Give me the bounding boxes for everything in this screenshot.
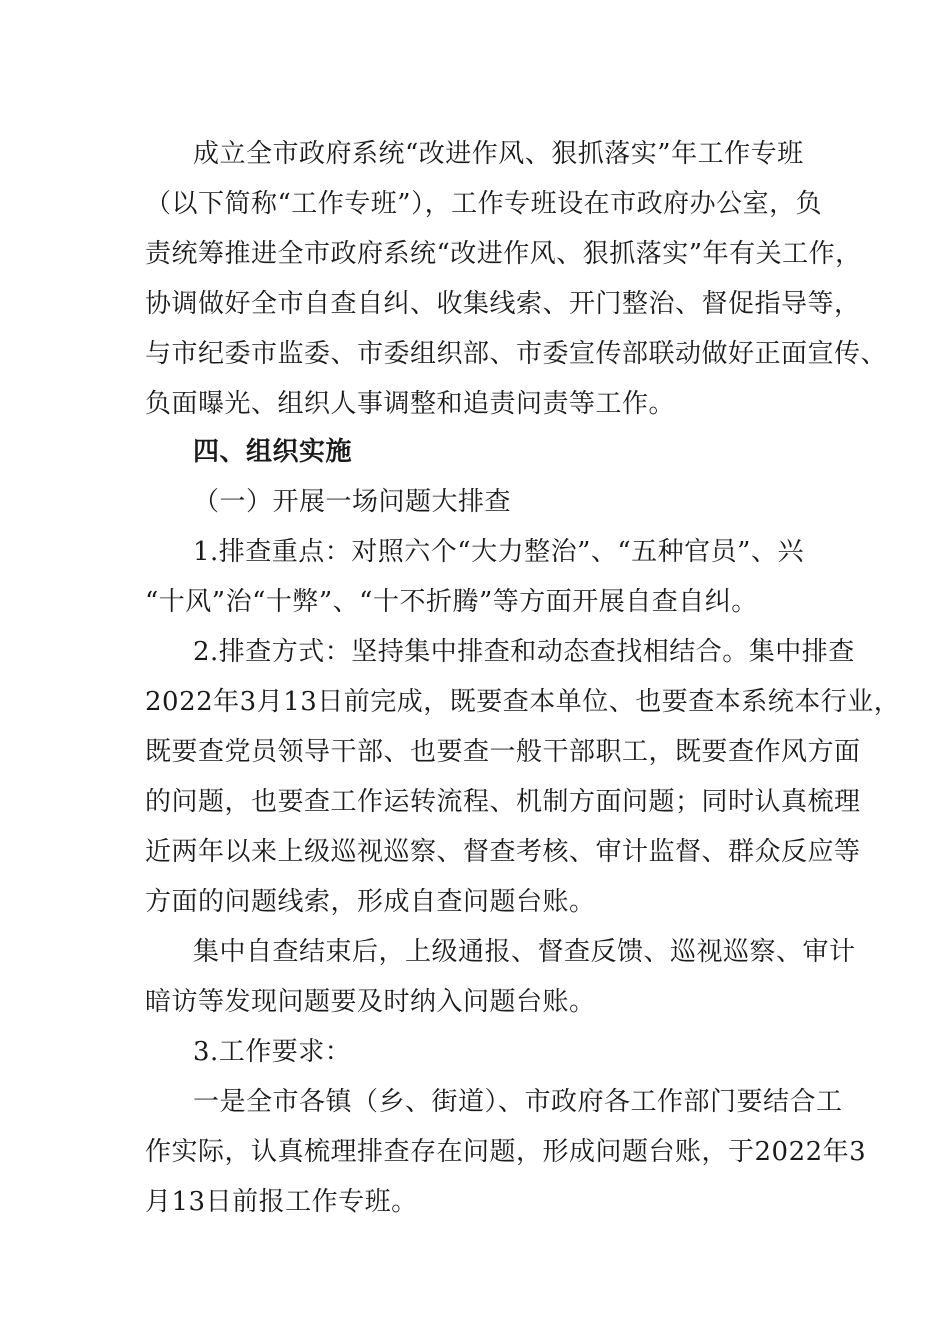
text-line: 2022年3月13日前完成，既要查本单位、也要查本系统本行业， (145, 687, 901, 717)
text-line: 成立全市政府系统“改进作风、狠抓落实”年工作专班 (193, 139, 804, 169)
text-line: 近两年以来上级巡视巡察、督查考核、审计监督、群众反应等 (145, 837, 861, 867)
text-line: 协调做好全市自查自纠、收集线索、开门整治、督促指导等， (145, 289, 861, 319)
text-line: 责统筹推进全市政府系统“改进作风、狠抓落实”年有关工作， (145, 239, 862, 269)
text-line: 3.工作要求： (193, 1037, 352, 1067)
text-line: 2.排查方式：坚持集中排查和动态查找相结合。集中排查 (193, 637, 855, 667)
text-line: 方面的问题线索，形成自查问题台账。 (145, 887, 596, 917)
text-line: （以下简称“工作专班”），工作专班设在市政府办公室，负 (145, 189, 823, 219)
text-line: “十风”治“十弊”、“十不折腾”等方面开展自查自纠。 (145, 587, 758, 617)
text-line: 1.排查重点：对照六个“大力整治”、“五种官员”、兴 (193, 537, 804, 567)
text-line: 月13日前报工作专班。 (145, 1187, 418, 1217)
text-line: 一是全市各镇（乡、街道）、市政府各工作部门要结合工 (193, 1087, 843, 1117)
text-line: 作实际，认真梳理排查存在问题，形成问题台账，于2022年3 (145, 1137, 867, 1167)
text-line: （一）开展一场问题大排查 (193, 487, 512, 517)
text-line: 既要查党员领导干部、也要查一般干部职工，既要查作风方面 (145, 737, 861, 767)
text-line: 暗访等发现问题要及时纳入问题台账。 (145, 987, 596, 1017)
section-heading: 四、组织实施 (193, 437, 353, 467)
text-line: 与市纪委市监委、市委组织部、市委宣传部联动做好正面宣传、 (145, 339, 888, 369)
text-line: 集中自查结束后，上级通报、督查反馈、巡视巡察、审计 (193, 937, 856, 967)
text-line: 的问题，也要查工作运转流程、机制方面问题；同时认真梳理 (145, 787, 861, 817)
text-line: 负面曝光、组织人事调整和追责问责等工作。 (145, 389, 676, 419)
